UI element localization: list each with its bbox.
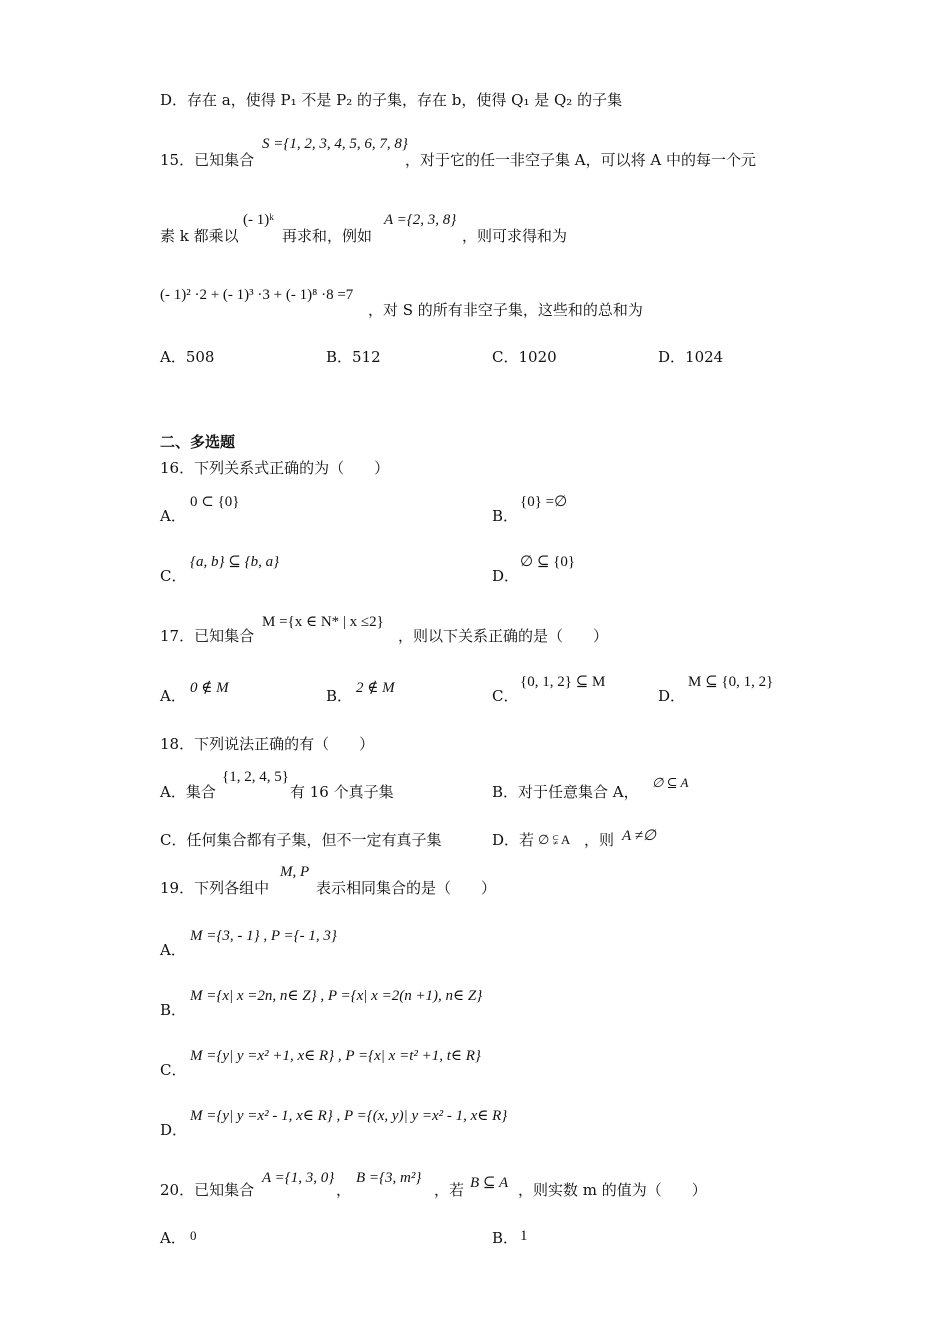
q18-option-b-math: ∅ ⊆ A <box>652 775 689 790</box>
q20-cond: B ⊆ A <box>470 1175 509 1191</box>
q17-option-a-label: A． <box>160 687 186 705</box>
q16-option-c: {a, b} ⊆ {b, a} <box>190 554 280 570</box>
q19-option-d-label: D． <box>160 1121 188 1139</box>
q15-option-b: B．512 <box>326 348 381 366</box>
q15-line2-mid: 再求和，例如 <box>282 227 373 245</box>
q16-option-b-label: B． <box>492 507 519 525</box>
q19-stem-suffix: 表示相同集合的是（ ） <box>316 879 497 897</box>
q16-option-c-label: C． <box>160 567 187 585</box>
q19-stem-prefix: 19．下列各组中 <box>160 879 270 897</box>
q16-option-a: 0 ⊂ {0} <box>190 494 240 510</box>
q15-line2-suffix: ，则可求得和为 <box>462 227 568 245</box>
q18-option-a-prefix: A．集合 <box>160 783 216 801</box>
q20-stem-prefix: 20．已知集合 <box>160 1181 255 1199</box>
q16-option-d-label: D． <box>492 567 520 585</box>
q16-stem: 16．下列关系式正确的为（ ） <box>160 459 390 477</box>
q17-option-b: 2 ∉ M <box>356 680 395 696</box>
q15-line3-suffix: ，对 S 的所有非空子集，这些和的总和为 <box>368 301 643 319</box>
q17-option-d-label: D． <box>658 687 686 705</box>
q15-set-s: S ={1, 2, 3, 4, 5, 6, 7, 8} <box>262 136 408 152</box>
q17-set-m: M ={x ∈ N* | x ≤2} <box>262 614 384 630</box>
q15-line2-prefix: 素 k 都乘以 <box>160 227 239 245</box>
q17-option-c-label: C． <box>492 687 519 705</box>
q19-option-d: M ={y| y =x² - 1, x∈ R} , P ={(x, y)| y =x² - 1, x∈ R} <box>190 1108 508 1124</box>
q20-stem-suffix: ，则实数 m 的值为（ ） <box>518 1181 707 1199</box>
q15-example-set: A ={2, 3, 8} <box>384 212 457 228</box>
q16-option-a-label: A． <box>160 507 186 525</box>
q16-option-d: ∅ ⊆ {0} <box>520 554 576 570</box>
q15-line1-suffix: ，对于它的任一非空子集 A，可以将 A 中的每一个元 <box>405 151 756 169</box>
q18-option-d-cond: ∅ ⫋ A <box>538 832 571 847</box>
q18-option-a-set: {1, 2, 4, 5} <box>222 769 289 785</box>
q20-set-a: A ={1, 3, 0} <box>262 1170 335 1186</box>
q16-option-b: {0} =∅ <box>520 494 568 510</box>
q18-option-d-mid: ，则 <box>584 831 615 849</box>
q19-option-c-label: C． <box>160 1061 187 1079</box>
q15-option-c: C．1020 <box>492 348 557 366</box>
q18-option-d-prefix: D．若 <box>492 831 535 849</box>
q18-stem: 18．下列说法正确的有（ ） <box>160 735 375 753</box>
q17-option-a: 0 ∉ M <box>190 680 229 696</box>
q18-option-d-math: A ≠∅ <box>622 828 656 844</box>
q19-option-a: M ={3, - 1} , P ={- 1, 3} <box>190 928 337 944</box>
q17-option-b-label: B． <box>326 687 353 705</box>
q20-option-b: 1 <box>520 1228 528 1244</box>
section-title: 二、多选题 <box>160 433 236 451</box>
q15-line1-prefix: 15．已知集合 <box>160 151 255 169</box>
q15-example-sum: (- 1)² ·2 + (- 1)³ ·3 + (- 1)⁸ ·8 =7 <box>160 287 354 303</box>
q20-comma: ， <box>336 1181 352 1199</box>
q17-stem-prefix: 17．已知集合 <box>160 627 255 645</box>
q19-option-c: M ={y| y =x² +1, x∈ R} , P ={x| x =t² +1, t∈ R} <box>190 1048 481 1064</box>
q18-option-b-prefix: B．对于任意集合 A， <box>492 783 639 801</box>
q17-stem-suffix: ，则以下关系正确的是（ ） <box>398 627 609 645</box>
q19-option-b: M ={x| x =2n, n∈ Z} , P ={x| x =2(n +1), n∈ Z} <box>190 988 483 1004</box>
q20-option-a: 0 <box>190 1228 197 1243</box>
q19-pair: M, P <box>280 864 310 880</box>
q20-option-b-label: B． <box>492 1229 519 1247</box>
q19-option-b-label: B． <box>160 1001 187 1019</box>
q17-option-c: {0, 1, 2} ⊆ M <box>520 674 606 690</box>
q18-option-c: C．任何集合都有子集，但不一定有真子集 <box>160 831 442 849</box>
q20-set-b: B ={3, m²} <box>356 1170 422 1186</box>
q20-option-a-label: A． <box>160 1229 186 1247</box>
q19-option-a-label: A． <box>160 941 186 959</box>
q17-option-d: M ⊆ {0, 1, 2} <box>688 674 774 690</box>
q15-option-a: A．508 <box>160 348 215 366</box>
q18-option-a-suffix: 有 16 个真子集 <box>290 783 394 801</box>
q15-factor: (- 1)ᵏ <box>243 212 274 228</box>
q15-option-d: D．1024 <box>658 348 724 366</box>
q20-cond-prefix: ，若 <box>434 1181 465 1199</box>
q14-option-d: D．存在 a，使得 P₁ 不是 P₂ 的子集，存在 b，使得 Q₁ 是 Q₂ 的子集 <box>160 91 623 109</box>
